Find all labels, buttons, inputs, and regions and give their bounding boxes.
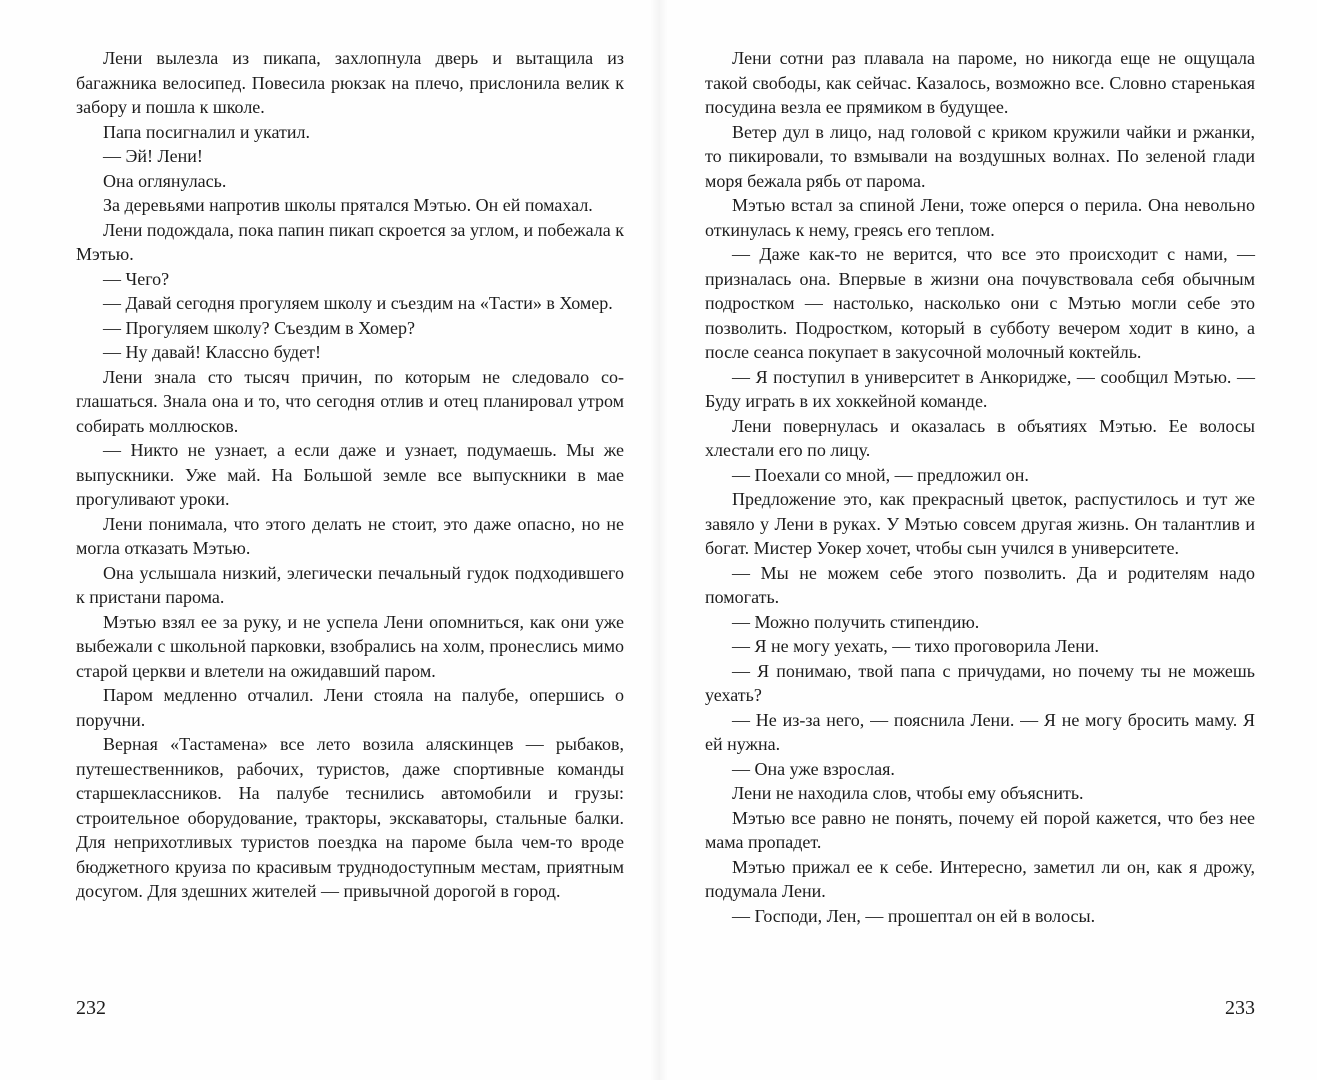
paragraph: — Поехали со мной, — предложил он.	[732, 464, 1029, 485]
paragraph: Лени не находила слов, чтобы ему объяснить.	[732, 783, 1084, 803]
paragraph: — Никто не узнает, а если даже и узнает, подумаешь. Мы же выпускники. Уже май. На Большой земле все выпускники в мае прогуливают уроки.	[76, 440, 624, 509]
paragraph: Папа посигналил и укатил.	[103, 121, 310, 142]
paragraph: — Мы не можем себе этого позволить. Да и родителям надо помогать.	[705, 562, 1255, 607]
paragraph: — Я поступил в университет в Анкоридже, — сообщил Мэтью. — Буду играть в их хоккейной команде.	[705, 366, 1255, 411]
paragraph: Лени повернулась и оказалась в объятиях Мэтью. Ее волосы хлестали его по лицу.	[705, 415, 1255, 460]
paragraph: — Эй! Лени!	[103, 146, 203, 166]
paragraph: Мэтью прижал ее к себе. Интересно, заметил ли он, как я дрожу, подумала Лени.	[705, 856, 1255, 901]
left-page	[0, 0, 658, 1080]
paragraph: Мэтью все равно не понять, почему ей порой кажется, что без нее мама пропадет.	[705, 807, 1255, 852]
page-number: 232	[76, 997, 106, 1019]
paragraph: — Не из-за него, — пояснила Лени. — Я не могу бросить маму. Я ей нужна.	[705, 709, 1255, 754]
left-page-text	[76, 46, 624, 904]
paragraph: Она оглянулась.	[103, 170, 227, 191]
paragraph: — Ну давай! Классно будет!	[103, 342, 321, 362]
paragraph: Лени понимала, что этого делать не стоит, это даже опасно, но не могла отказать Мэтью.	[76, 513, 624, 558]
paragraph: — Она уже взрослая.	[732, 758, 895, 779]
page-number: 233	[1225, 997, 1255, 1019]
paragraph: Ветер дул в лицо, над головой с криком кружили чайки и ржанки, то пикировали, то взмывали на воздушных волнах. По зеленой глади моря бежала рябь от парома.	[705, 121, 1255, 191]
paragraph: Паром медленно отчалил. Лени стояла на палубе, опершись о поручни.	[76, 685, 624, 730]
paragraph: Лени вылезла из пикапа, захлопнула дверь и вытащила из багажника велосипед. Повесила рюкзак на плечо, прислонила велик к забору и пошла к школе.	[76, 48, 624, 117]
paragraph: — Даже как-то не верится, что все это происходит с нами, — призналась она. Впервые в жизни она почувствовала себя обычным подростком — настолько, насколько они с Мэтью могли себе это позволить. Подростком, который в субботу вечером ходит в кино, а после сеанса покупает в закусочной молочный коктейль.	[705, 244, 1255, 362]
paragraph: Она услышала низкий, элегически печальный гудок подходившего к пристани парома.	[76, 562, 624, 607]
right-page-text	[705, 46, 1255, 928]
paragraph: — Давай сегодня прогуляем школу и съездим на «Тасти» в Хомер.	[103, 293, 613, 313]
paragraph: Мэтью взял ее за руку, и не успела Лени опомниться, как они уже выбежали с школьной парковки, взобрались на холм, пронеслись мимо старой церкви и влетели на ожидавший паром.	[76, 611, 624, 681]
paragraph: Лени сотни раз плавала на пароме, но никогда еще не ощущала такой свободы, как сейчас. Казалось, возможно все. Словно старенькая посудина везла ее прямиком в будущее.	[705, 48, 1255, 117]
paragraph: За деревьями напротив школы прятался Мэтью. Он ей помахал.	[103, 195, 593, 215]
paragraph: — Можно получить стипендию.	[732, 611, 980, 632]
paragraph: Мэтью встал за спиной Лени, тоже оперся о перила. Она невольно откинулась к нему, греясь его теплом.	[705, 195, 1255, 240]
paragraph: Лени знала сто тысяч причин, по которым не следовало соглашаться. Знала она и то, что сегодня отлив и отец планировал утром собирать моллюсков.	[76, 366, 624, 436]
paragraph: — Я не могу уехать, — тихо проговорила Лени.	[732, 636, 1099, 656]
paragraph: — Я понимаю, твой папа с причудами, но почему ты не можешь уехать?	[705, 660, 1255, 705]
paragraph: — Чего?	[103, 268, 170, 289]
paragraph: Верная «Тастамена» все лето возила аляскинцев — рыбаков, путешественников, рабочих, туристов, даже спортивные команды старшеклассников. На палубе теснились автомобили и грузы: строительное оборудование, тракторы, экскаваторы, стальные балки. Для неприхотливых туристов поездка на пароме была чем-то вроде бюджетного круиза по красивым труднодоступным местам, приятным досугом. Для здешних жителей — привычной дорогой в город.	[76, 734, 624, 901]
paragraph: Предложение это, как прекрасный цветок, распустилось и тут же завяло у Лени в руках. У Мэтью совсем другая жизнь. Он талантлив и богат. Мистер Уокер хочет, чтобы сын учился в университете.	[705, 489, 1255, 558]
paragraph: — Господи, Лен, — прошептал он ей в волосы.	[732, 905, 1096, 926]
paragraph: — Прогуляем школу? Съездим в Хомер?	[103, 317, 416, 338]
right-page	[659, 0, 1317, 1080]
paragraph: Лени подождала, пока папин пикап скроется за углом, и побежала к Мэтью.	[76, 219, 624, 264]
